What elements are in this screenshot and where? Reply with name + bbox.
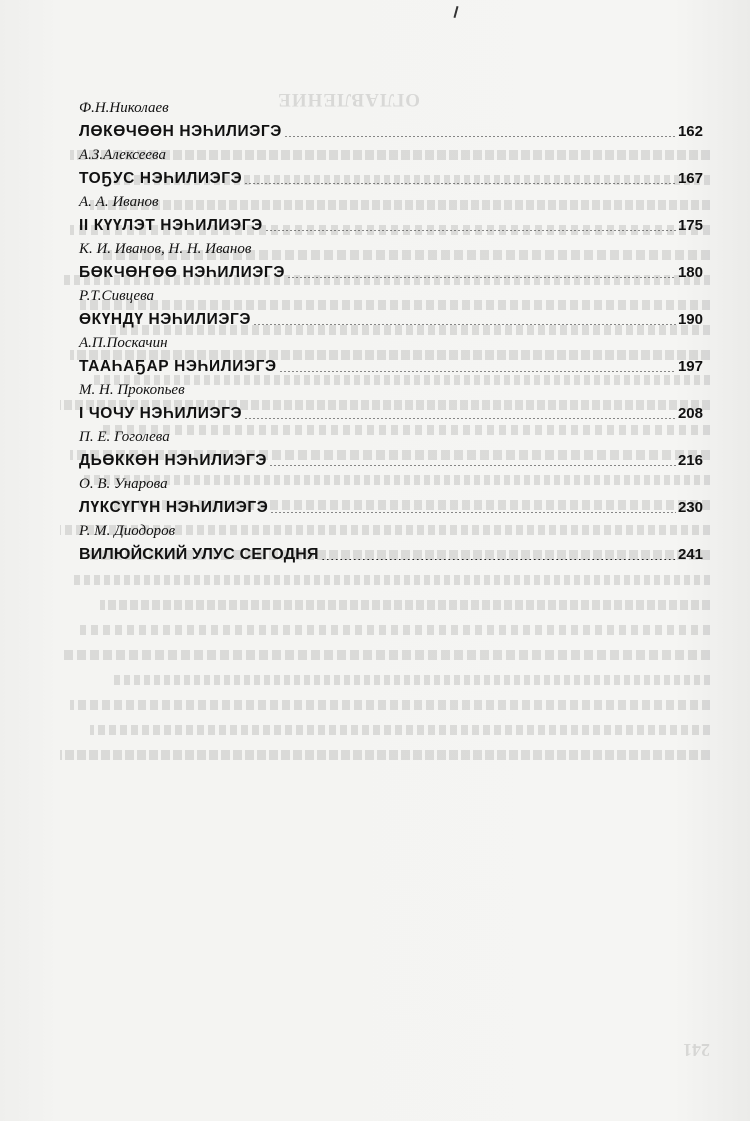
toc-line[interactable] (79, 448, 703, 474)
toc-title: ЛӨКӨЧӨӨН НЭҺИЛИЭГЭ (79, 123, 282, 140)
toc-author: А.П.Поскачин (79, 335, 168, 351)
toc-line[interactable] (79, 495, 703, 521)
toc-title: ДЬӨККӨН НЭҺИЛИЭГЭ (79, 452, 268, 469)
toc-author: Р.Т.Сивцева (79, 288, 155, 304)
toc-author: П. Е. Гоголева (79, 429, 170, 445)
dot-leader (244, 418, 676, 419)
toc-title: I ЧОЧУ НЭҺИЛИЭГЭ (79, 405, 243, 422)
toc-title: ВИЛЮЙСКИЙ УЛУС СЕГОДНЯ (79, 546, 319, 563)
toc-entry (79, 144, 703, 191)
toc-page-number: 208 (677, 405, 703, 422)
toc-line[interactable] (79, 542, 703, 568)
toc-line[interactable] (79, 213, 703, 239)
dot-leader (244, 183, 676, 184)
toc-author: Р. М. Диодоров (79, 523, 176, 539)
toc-line[interactable] (79, 119, 703, 145)
toc-entry (79, 520, 703, 567)
toc-page-number: 216 (677, 452, 703, 469)
toc-author: О. В. Унарова (79, 476, 168, 492)
dot-leader (269, 465, 676, 466)
toc-entry (79, 473, 703, 520)
toc-title: ТААҺАҔАР НЭҺИЛИЭГЭ (79, 358, 277, 375)
toc-entry (79, 332, 703, 379)
toc-author: Ф.Н.Николаев (79, 100, 169, 116)
toc-title: ӨКҮНДҮ НЭҺИЛИЭГЭ (79, 311, 252, 328)
toc-title: ТОҔУС НЭҺИЛИЭГЭ (79, 170, 243, 187)
toc-line[interactable] (79, 260, 703, 286)
dot-leader (279, 371, 676, 372)
toc-line[interactable] (79, 166, 703, 192)
toc-page-number: 241 (677, 546, 703, 563)
toc-line[interactable] (79, 307, 703, 333)
dot-leader (284, 136, 676, 137)
toc-author: А.З.Алексеева (79, 147, 166, 163)
toc-page-number: 167 (677, 170, 703, 187)
toc-page-number: 190 (677, 311, 703, 328)
scan-mark (453, 6, 458, 18)
dot-leader (265, 230, 676, 231)
toc-page-number: 230 (677, 499, 703, 516)
toc-line[interactable] (79, 354, 703, 380)
toc-title: ЛҮКСҮГҮН НЭҺИЛИЭГЭ (79, 499, 269, 516)
toc-entry (79, 97, 703, 144)
toc-page-number: 180 (677, 264, 703, 281)
toc-author: К. И. Иванов, Н. Н. Иванов (79, 241, 252, 257)
toc-title: БӨКЧӨҤӨӨ НЭҺИЛИЭГЭ (79, 264, 285, 281)
toc-author: М. Н. Прокопьев (79, 382, 185, 398)
toc-entry (79, 238, 703, 285)
dot-leader (253, 324, 676, 325)
dot-leader (287, 277, 676, 278)
toc-entry (79, 426, 703, 473)
toc-author: А. А. Иванов (79, 194, 159, 210)
toc-page-number: 162 (677, 123, 703, 140)
table-of-contents (79, 97, 703, 567)
toc-entry (79, 285, 703, 332)
dot-leader (321, 559, 676, 560)
toc-page-number: 197 (677, 358, 703, 375)
toc-line[interactable] (79, 401, 703, 427)
bleed-through-text: ОГЛАВЛЕНИЕ 241 (0, 0, 750, 1120)
toc-page-number: 175 (677, 217, 703, 234)
dot-leader (270, 512, 676, 513)
toc-title: II КҮҮЛЭТ НЭҺИЛИЭГЭ (79, 217, 263, 234)
toc-entry (79, 191, 703, 238)
toc-entry (79, 379, 703, 426)
